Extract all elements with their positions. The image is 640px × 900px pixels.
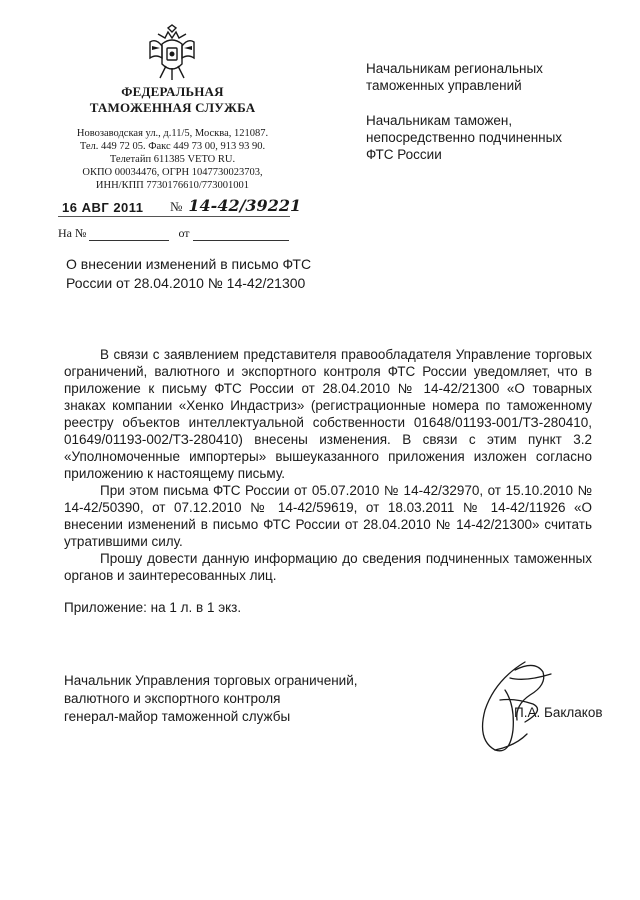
recipient-line: непосредственно подчиненных: [366, 130, 563, 145]
signer-position: [64, 672, 394, 726]
body-paragraph: При этом письма ФТС России от 05.07.2010 № 14-42/32970, от 15.10.2010 № 14-42/50390, от 07.12.2010 № 14-42/59619, от 18.03.2011 № 14-42/11926 «О внесении изменений в письмо ФТС России от 28.04.2010 № 14-42/21300» считать утратившими силу.: [64, 483, 592, 549]
address-line: Тел. 449 72 05. Факс 449 73 00, 913 93 90.: [79, 141, 266, 152]
org-name-line2: ТАМОЖЕННАЯ СЛУЖБА: [89, 100, 256, 115]
position-line: валютного и экспортного контроля: [64, 691, 281, 706]
recipient-line: Начальникам региональных: [366, 61, 543, 76]
reference-row: [58, 226, 289, 241]
organization-address: [40, 127, 305, 192]
registration-date: 16 АВГ 2011: [62, 200, 144, 215]
recipient-line: ФТС России: [366, 147, 442, 162]
handwritten-number: 14-42/39221: [188, 196, 302, 215]
address-line: ИНН/КПП 7730176610/773001001: [95, 180, 250, 191]
address-line: Телетайп 611385 VETO RU.: [109, 154, 236, 165]
subject-line: России от 28.04.2010 № 14-42/21300: [66, 275, 306, 291]
organization-name: [40, 84, 305, 116]
org-name-line1: ФЕДЕРАЛЬНАЯ: [121, 84, 224, 99]
ref-number-blank: [89, 228, 169, 241]
address-line: Новозаводская ул., д.11/5, Москва, 121087.: [76, 128, 269, 139]
recipient-line: Начальникам таможен,: [366, 113, 513, 128]
ref-number-label: На №: [58, 226, 87, 240]
position-line: генерал-майор таможенной службы: [64, 709, 291, 724]
recipients-block: [366, 60, 616, 163]
ref-date-blank: [193, 228, 289, 241]
recipient-line: таможенных управлений: [366, 78, 522, 93]
letter-body: [64, 346, 592, 584]
attachment-note: Приложение: на 1 л. в 1 экз.: [64, 600, 242, 615]
subject-line: О внесении изменений в письмо ФТС: [66, 256, 312, 272]
body-paragraph: В связи с заявлением представителя правообладателя Управление торговых ограничений, валютного и экспортного контроля ФТС России уведомляет, что в приложение к письму ФТС России от 28.04.2010 № 14-42/21300 «О товарных знаках компании «Хенко Индастриз» (регистрационные номера по таможенному реестру объектов интеллектуальной собственности 01648/01193-001/ТЗ-280410, 01649/01193-002/ТЗ-280410) внесены изменения. В связи с этим пункт 3.2 «Уполномоченные импортеры» вышеуказанного приложения изложен согласно приложению к настоящему письму.: [64, 347, 592, 481]
recipient-group-2: [366, 112, 616, 163]
ref-from-label: от: [178, 226, 190, 240]
registration-number: [170, 196, 301, 215]
coat-of-arms-emblem: [146, 24, 198, 82]
letter-subject: [66, 255, 366, 293]
registration-underline: [58, 216, 290, 217]
address-line: ОКПО 00034476, ОГРН 1047730023703,: [82, 167, 263, 178]
body-paragraph: Прошу довести данную информацию до сведения подчиненных таможенных органов и заинтересованных лиц.: [64, 551, 592, 583]
position-line: Начальник Управления торговых ограничений,: [64, 673, 358, 688]
recipient-group-1: [366, 60, 616, 94]
signer-name: П.А. Баклаков: [514, 705, 603, 720]
number-label: №: [170, 199, 183, 214]
